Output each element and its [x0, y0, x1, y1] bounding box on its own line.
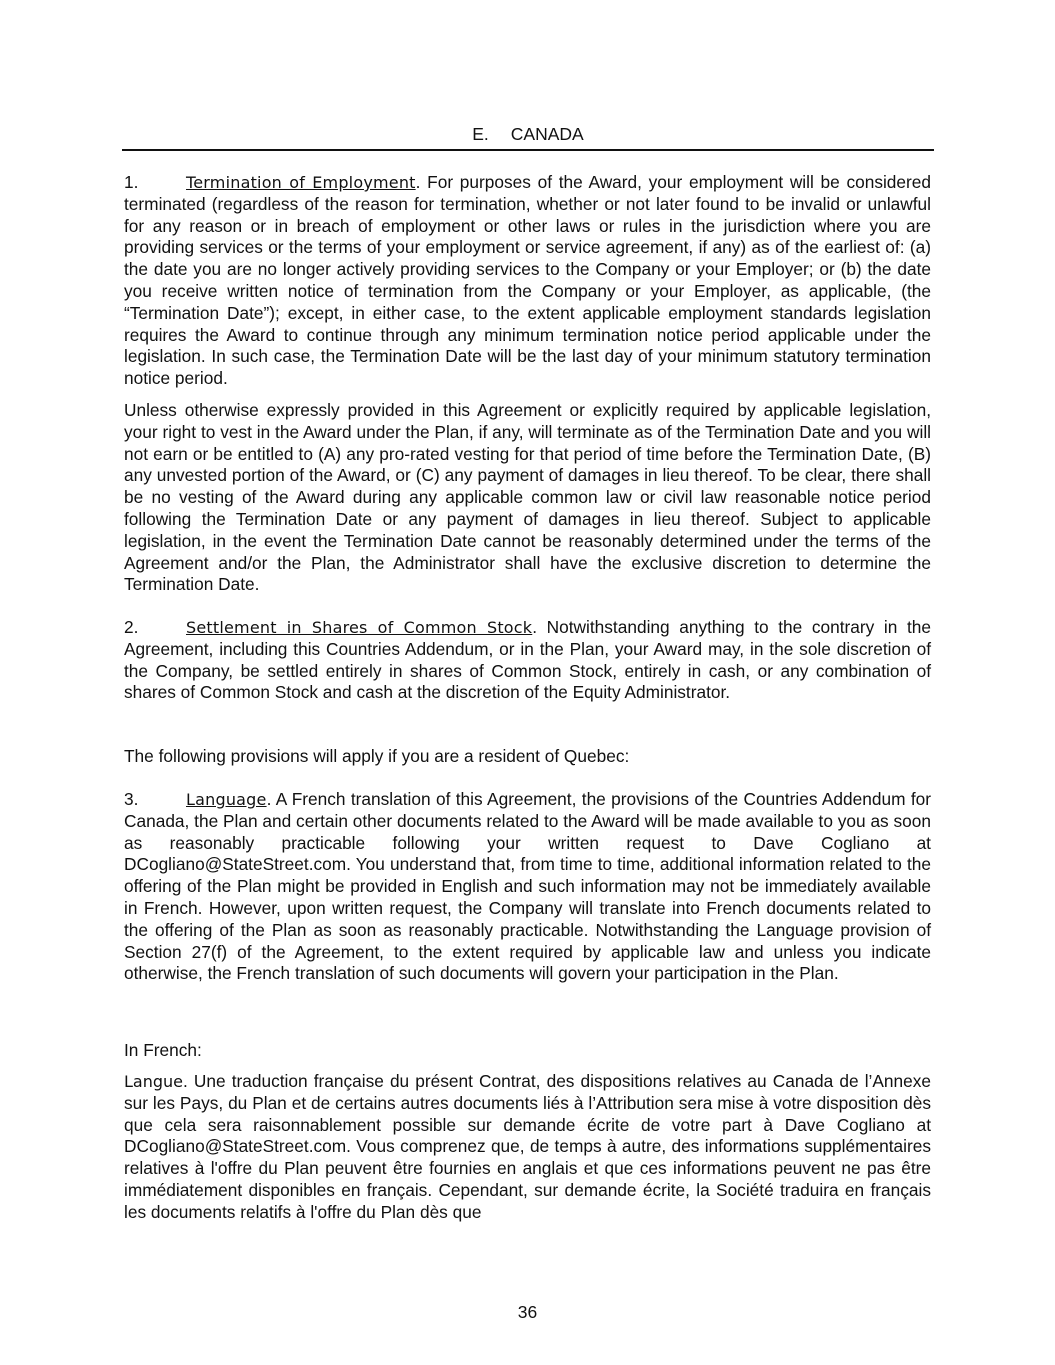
section-heading: [122, 124, 934, 151]
section-2-paragraph: [124, 617, 931, 704]
section-3-number: 3.: [124, 789, 139, 809]
quebec-intro: The following provisions will apply if you are a resident of Quebec:: [124, 746, 630, 766]
french-label: In French:: [124, 1040, 202, 1060]
section-1-number: 1.: [124, 172, 139, 192]
section-1-text: . For purposes of the Award, your employment will be considered terminated (regardless of the reason for termination, whether or not later found to be invalid or unlawful for any reason or in breach of employment or other laws or rules in the jurisdiction where you are providing services or the terms of your employment or service agreement, if any) as of the earliest of: (a) the date you are no longer actively providing services to the Company or your Employer; or (b) the date you receive written notice of termination from the Company or your Employer, as applicable, (the “Termination Date”); except, in either case, to the extent applicable employment standards legislation requires the Award to continue through any minimum termination notice period applicable under the legislation. In such case, the Termination Date will be the last day of your minimum statutory termination notice period.: [124, 172, 932, 389]
french-text: . Une traduction française du présent Contrat, des dispositions relatives au Canada de l’Annexe sur les Pays, du Plan et de certains autres documents liés à l’Attribution sera mise à votre disposition dès que cela sera raisonnablement possible sur demande écrite de votre part à Dave Cogliano at DCogliano@StateStreet.com. Vous comprenez que, de temps à autre, des informations supplémentaires relatives à l'offre du Plan peuvent être fournies en anglais et que ces informations peuvent ne pas être immédiatement disponibles en français. Cependant, sur demande écrite, la Société traduira en français les documents relatifs à l'offre du Plan dès que: [124, 1071, 931, 1222]
section-3-text: . A French translation of this Agreement, the provisions of the Countries Addendum for Canada, the Plan and certain other documents related to the Award will be made available to you as soon as reasonably practicable following your written request to Dave Cogliano at DCogliano@StateStreet.com. You understand that, from time to time, additional information related to the offering of the Plan might be provided in English and such information may not be immediately available in French. However, upon written request, the Company will translate into French documents related to the offering of the Plan as soon as reasonably practicable. Notwithstanding the Language provision of Section 27(f) of the Agreement, to the extent required by applicable law and unless you indicate otherwise, the French translation of such documents will govern your participation in the Plan.: [124, 789, 931, 984]
french-paragraph: [124, 1071, 931, 1224]
heading-letter: E.: [472, 124, 489, 144]
section-2-text: . Notwithstanding anything to the contrary in the Agreement, including this Countries Addendum, or in the Plan, your Award may, in the sole discretion of the Company, be settled entirely in shares of Common Stock, entirely in cash, or any combination of shares of Common Stock and cash at the discretion of the Equity Administrator.: [124, 617, 931, 703]
section-2-number: 2.: [124, 617, 139, 637]
heading-title: CANADA: [510, 124, 584, 144]
section-3-title: Language: [186, 790, 267, 809]
section-1-title: Termination of Employment: [186, 173, 416, 192]
section-2-title: Settlement in Shares of Common Stock: [186, 618, 533, 637]
section-3-paragraph: [124, 789, 931, 985]
french-title: Langue: [124, 1072, 183, 1091]
section-1-paragraph: [124, 172, 931, 390]
section-1-paragraph-2: Unless otherwise expressly provided in this Agreement or explicitly required by applicable legislation, your right to vest in the Award under the Plan, if any, will terminate as of the Termination Date and you will not earn or be entitled to (A) any pro-rated vesting for that period of time before the Termination Date, (B) any unvested portion of the Award, or (C) any payment of damages in lieu thereof. To be clear, there shall be no vesting of the Award during any applicable common law or civil law reasonable notice period following the Termination Date or any payment of damages in lieu thereof. Subject to applicable legislation, in the event the Termination Date cannot be reasonably determined under the terms of the Agreement and/or the Plan, the Administrator shall have the exclusive discretion to determine the Termination Date.: [124, 400, 931, 595]
page-number: 36: [517, 1302, 538, 1322]
